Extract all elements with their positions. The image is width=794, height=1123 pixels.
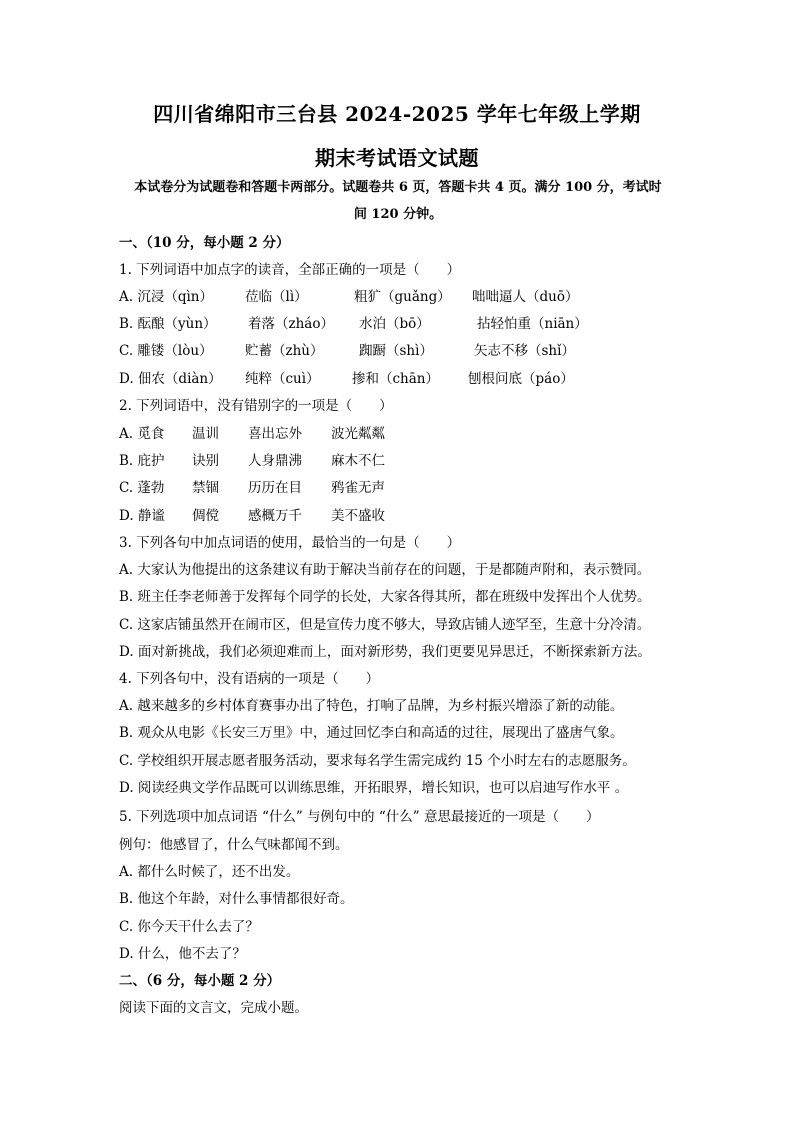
q1-a-word1: A. 沉浸（qìn）	[119, 289, 213, 305]
q2-a-word4: 波光粼粼	[331, 426, 385, 442]
q2-d-word3: 感概万千	[248, 508, 302, 524]
q1-stem: 1. 下列词语中加点字的读音，全部正确的一项是（ ）	[119, 262, 461, 278]
q1-c-word2: 贮蓄（zhù）	[245, 343, 324, 359]
q1-c-word4: 矢志不移（shǐ）	[474, 343, 575, 359]
q1-b-word4: 拈轻怕重（niān）	[477, 316, 588, 332]
intro-line2: 间 120 分钟。	[353, 207, 443, 222]
q2-b-word2: 诀别	[192, 453, 219, 469]
q1-b-word3: 水泊（bō）	[359, 316, 430, 332]
q2-a-word1: A. 觅食	[119, 426, 165, 442]
q1-c-word3: 踟蹰（shì）	[359, 343, 433, 359]
q1-b-word2: 着落（zháo）	[248, 316, 334, 332]
q5-option-a: A. 都什么时候了，还不出发。	[119, 864, 300, 880]
q2-a-word2: 温训	[192, 426, 219, 442]
exam-intro	[120, 174, 676, 228]
q2-d-word1: D. 静谧	[119, 508, 165, 524]
q1-a-word2: 莅临（lì）	[245, 289, 308, 305]
q1-a-word3: 粗犷（guǎng）	[354, 289, 451, 305]
q4-option-b: B. 观众从电影《长安三万里》中，通过回忆李白和高适的过往，展现出了盛唐气象。	[119, 725, 624, 741]
section2-heading: 二、（6 分，每小题 2 分）	[119, 973, 281, 989]
q4-option-c: C. 学校组织开展志愿者服务活动，要求每名学生需完成约 15 个小时左右的志愿服务。	[119, 753, 636, 769]
q1-c-word1: C. 雕镂（lòu）	[119, 343, 213, 359]
q1-d-word3: 掺和（chān）	[352, 371, 439, 387]
q3-option-b: B. 班主任李老师善于发挥每个同学的长处，大家各得其所，都在班级中发挥出个人优势。	[119, 589, 651, 605]
q3-option-c: C. 这家店铺虽然开在闹市区，但是宣传力度不够大，导致店铺人迹罕至，生意十分冷清。	[119, 617, 651, 633]
q5-option-d: D. 什么，他不去了？	[119, 946, 246, 962]
q4-option-d: D. 阅读经典文学作品既可以训练思维，开拓眼界，增长知识，也可以启迪写作水平 。	[119, 780, 629, 796]
q2-c-word4: 鸦雀无声	[331, 480, 385, 496]
q4-option-a: A. 越来越多的乡村体育赛事办出了特色，打响了品牌，为乡村振兴增添了新的动能。	[119, 698, 624, 714]
section2-instruction: 阅读下面的文言文，完成小题。	[119, 1000, 308, 1016]
q3-option-a: A. 大家认为他提出的这条建议有助于解决当前存在的问题，于是都随声附和，表示赞同。	[119, 562, 651, 578]
q5-option-c: C. 你今天干什么去了？	[119, 919, 259, 935]
q5-option-b: B. 他这个年龄，对什么事情都很好奇。	[119, 891, 354, 907]
q2-d-word4: 美不盛收	[331, 508, 385, 524]
q1-d-word2: 纯粹（cuì）	[245, 371, 320, 387]
q2-d-word2: 倜傥	[192, 508, 219, 524]
section1-heading: 一、（10 分，每小题 2 分）	[119, 235, 290, 251]
q2-b-word1: B. 庇护	[119, 453, 165, 469]
q3-stem: 3. 下列各句中加点词语的使用，最恰当的一句是（ ）	[119, 535, 461, 551]
intro-line1: 本试卷分为试题卷和答题卡两部分。试题卷共 6 页，答题卡共 4 页。满分 100 分，考试时	[134, 180, 662, 195]
exam-title-line2: 期末考试语文试题	[315, 146, 479, 170]
q1-a-word4: 咄咄逼人（duō）	[472, 289, 579, 305]
q5-stem: 5. 下列选项中加点词语 “什么” 与例句中的 “什么” 意思最接近的一项是（ ）	[119, 809, 600, 825]
q2-c-word2: 禁锢	[192, 480, 219, 496]
q1-d-word4: 刨根问底（páo）	[468, 371, 574, 387]
q4-stem: 4. 下列各句中，没有语病的一项是（ ）	[119, 671, 380, 687]
q5-example: 例句：他感冒了，什么气味都闻不到。	[119, 837, 349, 853]
q3-option-d: D. 面对新挑战，我们必须迎难而上，面对新形势，我们更要见异思迁，不断探索新方法。	[119, 644, 651, 660]
q2-c-word3: 历历在目	[248, 480, 302, 496]
q2-b-word4: 麻木不仁	[331, 453, 385, 469]
q2-a-word3: 喜出忘外	[248, 426, 302, 442]
q2-c-word1: C. 蓬勃	[119, 480, 165, 496]
q2-b-word3: 人身鼎沸	[248, 453, 302, 469]
q2-stem: 2. 下列词语中，没有错别字的一项是（ ）	[119, 398, 393, 414]
exam-title-line1: 四川省绵阳市三台县 2024-2025 学年七年级上学期	[153, 102, 641, 126]
q1-d-word1: D. 佃农（diàn）	[119, 371, 222, 387]
q1-b-word1: B. 酝酿（yùn）	[119, 316, 217, 332]
